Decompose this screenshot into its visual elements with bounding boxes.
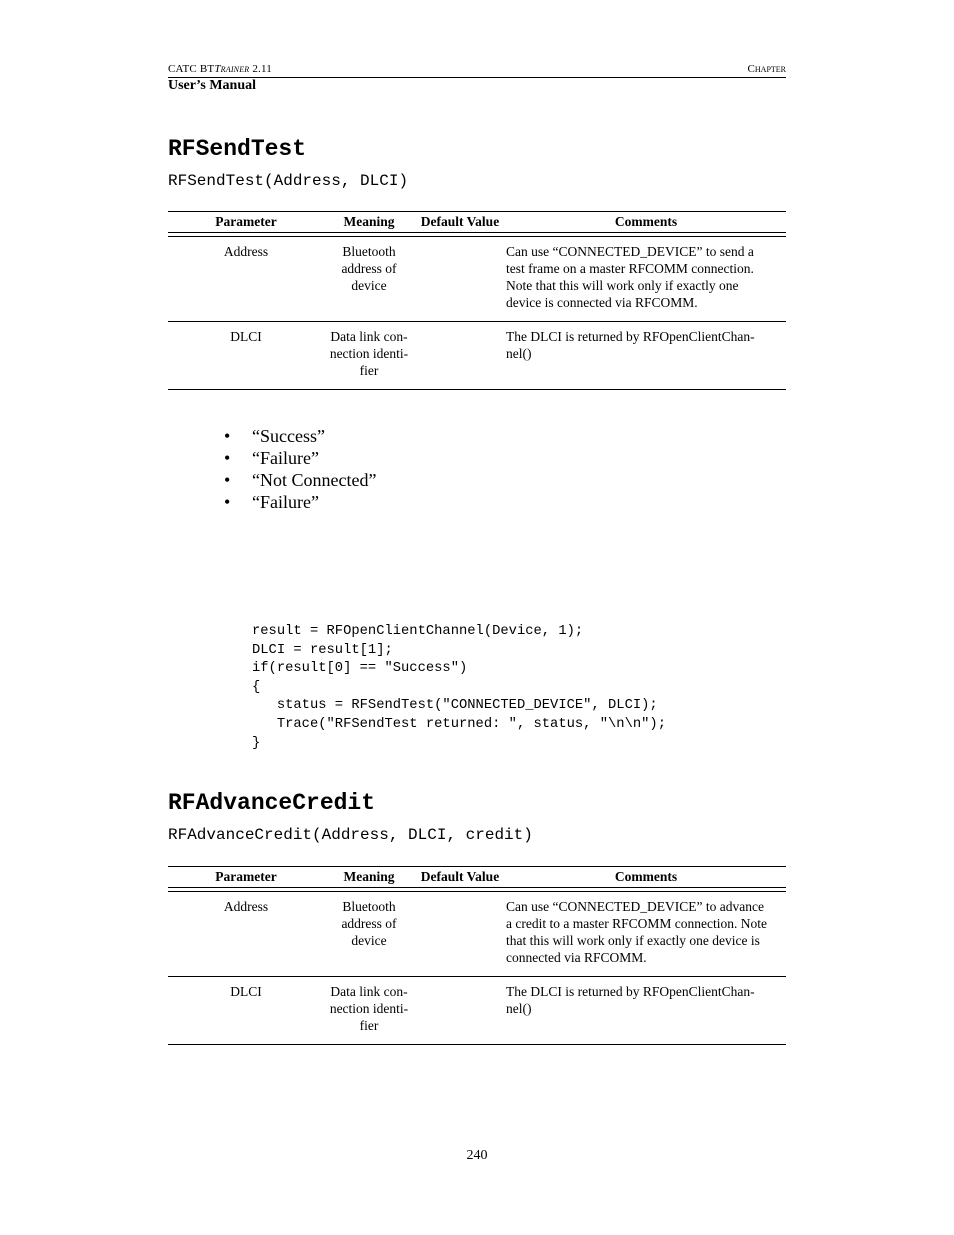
comment-line: device is connected via RFCOMM. xyxy=(506,295,698,310)
param-comments xyxy=(506,237,786,322)
param-comments xyxy=(506,977,786,1045)
parameter-table-rfsendtest xyxy=(168,211,786,390)
meaning-line: Bluetooth xyxy=(342,244,396,259)
running-header-chapter: Chapter xyxy=(747,63,786,75)
meaning-line: device xyxy=(351,278,387,293)
meaning-line: fier xyxy=(359,1018,379,1033)
param-name: Address xyxy=(223,244,269,259)
page-number: 240 xyxy=(466,1148,488,1163)
column-header-comments: Comments xyxy=(614,869,678,884)
column-header-comments: Comments xyxy=(614,214,678,229)
column-header-parameter: Parameter xyxy=(215,869,277,884)
table-header-row xyxy=(168,867,786,888)
meaning-line: address of xyxy=(341,916,397,931)
code-example: result = RFOpenClientChannel(Device, 1); DLCI = result[1]; if(result[0] == "Success") { status = RFSendTest("CONNECTED_DEVICE", DLCI); Trace("RFSendTest returned: ", status, "\n\n"); } xyxy=(252,624,666,751)
meaning-line: Bluetooth xyxy=(342,899,396,914)
header-rule xyxy=(168,77,786,78)
table-row xyxy=(168,892,786,977)
running-header-subtitle: User’s Manual xyxy=(168,78,257,93)
param-name: DLCI xyxy=(168,977,324,1045)
comment-line: test frame on a master RFCOMM connection. xyxy=(506,261,754,276)
column-header-meaning: Meaning xyxy=(343,214,395,229)
list-item: • “Success” xyxy=(222,425,376,447)
column-header-default: Default Value xyxy=(420,214,500,229)
comment-line: Can use “CONNECTED_DEVICE” to send a xyxy=(506,244,754,259)
param-name: Address xyxy=(223,899,269,914)
parameter-table-rfadvancecredit xyxy=(168,866,786,1045)
meaning-line: device xyxy=(351,933,387,948)
comment-line: a credit to a master RFCOMM connection. Note xyxy=(506,916,767,931)
section-title-rfadvancecredit: RFAdvanceCredit xyxy=(168,790,376,816)
meaning-line: nection identi- xyxy=(329,1001,409,1016)
comment-line: Can use “CONNECTED_DEVICE” to advance xyxy=(506,899,764,914)
comment-line: The DLCI is returned by RFOpenClientChan- xyxy=(506,984,755,999)
table-row xyxy=(168,977,786,1045)
param-meaning xyxy=(324,237,414,322)
list-item: • “Failure” xyxy=(222,491,376,513)
param-default xyxy=(414,322,506,390)
function-signature-rfadvancecredit: RFAdvanceCredit(Address, DLCI, credit) xyxy=(168,826,533,844)
param-meaning xyxy=(324,892,414,977)
running-header-product xyxy=(168,63,272,75)
section-title-rfsendtest: RFSendTest xyxy=(168,136,307,162)
meaning-line: nection identi- xyxy=(329,346,409,361)
table-row xyxy=(168,322,786,390)
param-comments xyxy=(506,892,786,977)
table-header-row xyxy=(168,212,786,233)
meaning-line: fier xyxy=(359,363,379,378)
param-name: DLCI xyxy=(168,322,324,390)
comment-line: connected via RFCOMM. xyxy=(506,950,647,965)
function-signature-rfsendtest: RFSendTest(Address, DLCI) xyxy=(168,172,409,190)
meaning-line: Data link con- xyxy=(330,329,408,344)
list-item: • “Failure” xyxy=(222,447,376,469)
comment-line: The DLCI is returned by RFOpenClientChan- xyxy=(506,329,755,344)
param-comments xyxy=(506,322,786,390)
product-name: CATC BT xyxy=(168,63,215,75)
comment-line: nel() xyxy=(506,1001,532,1016)
return-values-list xyxy=(222,425,376,513)
meaning-line: address of xyxy=(341,261,397,276)
column-header-default: Default Value xyxy=(420,869,500,884)
param-default xyxy=(414,977,506,1045)
table-row xyxy=(168,237,786,322)
param-meaning xyxy=(324,322,414,390)
param-default xyxy=(414,237,506,322)
comment-line: nel() xyxy=(506,346,532,361)
column-header-parameter: Parameter xyxy=(215,214,277,229)
product-version: 2.11 xyxy=(249,63,272,75)
product-name-smallcaps: Trainer xyxy=(214,63,250,75)
column-header-meaning: Meaning xyxy=(343,869,395,884)
meaning-line: Data link con- xyxy=(330,984,408,999)
param-default xyxy=(414,892,506,977)
comment-line: that this will work only if exactly one device is xyxy=(506,933,760,948)
list-item: • “Not Connected” xyxy=(222,469,376,491)
param-meaning xyxy=(324,977,414,1045)
comment-line: Note that this will work only if exactly one xyxy=(506,278,739,293)
